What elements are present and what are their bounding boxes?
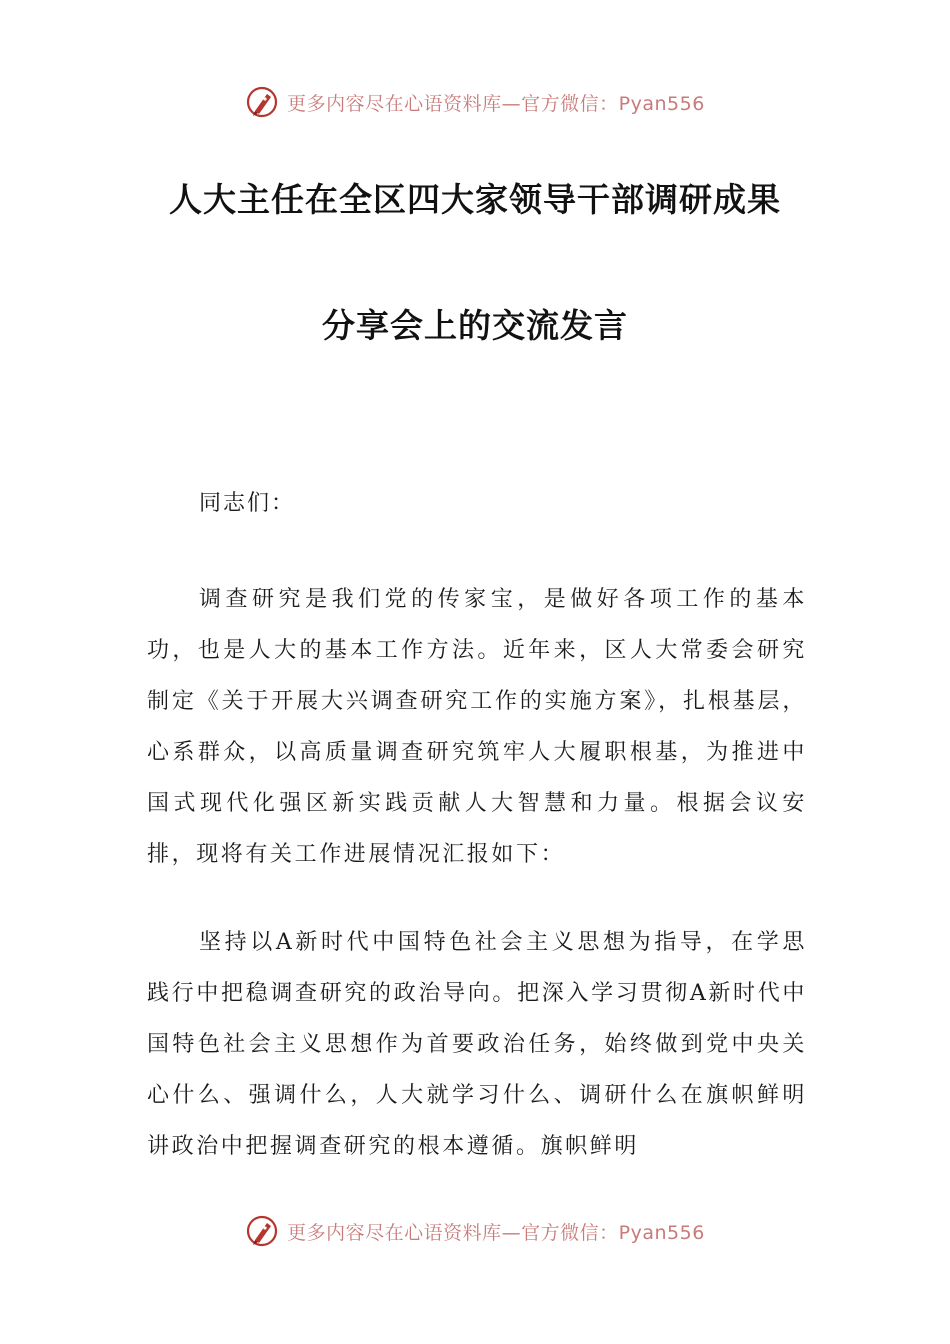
watermark-text: 更多内容尽在心语资料库—官方微信：Pyan556 (287, 92, 705, 115)
body-paragraph-1: 调查研究是我们党的传家宝，是做好各项工作的基本功，也是人大的基本工作方法。近年来，区人大常委会研究制定《关于开展大兴调查研究工作的实施方案》，扎根基层，心系群众，以高质量调查研究筑牢人大履职根基，为推进中国式现代化强区新实践贡献人大智慧和力量。根据会议安排，现将有关工作进展情况汇报如下： (147, 587, 807, 867)
pen-nib-circle-icon (245, 85, 279, 119)
watermark-banner-bottom (0, 1209, 950, 1253)
document-title-line-2: 分享会上的交流发言 (322, 306, 628, 345)
salutation: 同志们： (199, 491, 296, 516)
document-title-line-1: 人大主任在全区四大家领导干部调研成果 (169, 180, 781, 219)
watermark-banner-top (0, 80, 950, 124)
pen-nib-circle-icon (245, 1214, 279, 1248)
body-paragraph-2: 坚持以A新时代中国特色社会主义思想为指导，在学思践行中把稳调查研究的政治导向。把深入学习贯彻A新时代中国特色社会主义思想作为首要政治任务，始终做到党中央关心什么、强调什么，人大就学习什么、调研什么在旗帜鲜明讲政治中把握调查研究的根本遵循。旗帜鲜明 (147, 930, 807, 1159)
watermark-text: 更多内容尽在心语资料库—官方微信：Pyan556 (287, 1221, 705, 1244)
